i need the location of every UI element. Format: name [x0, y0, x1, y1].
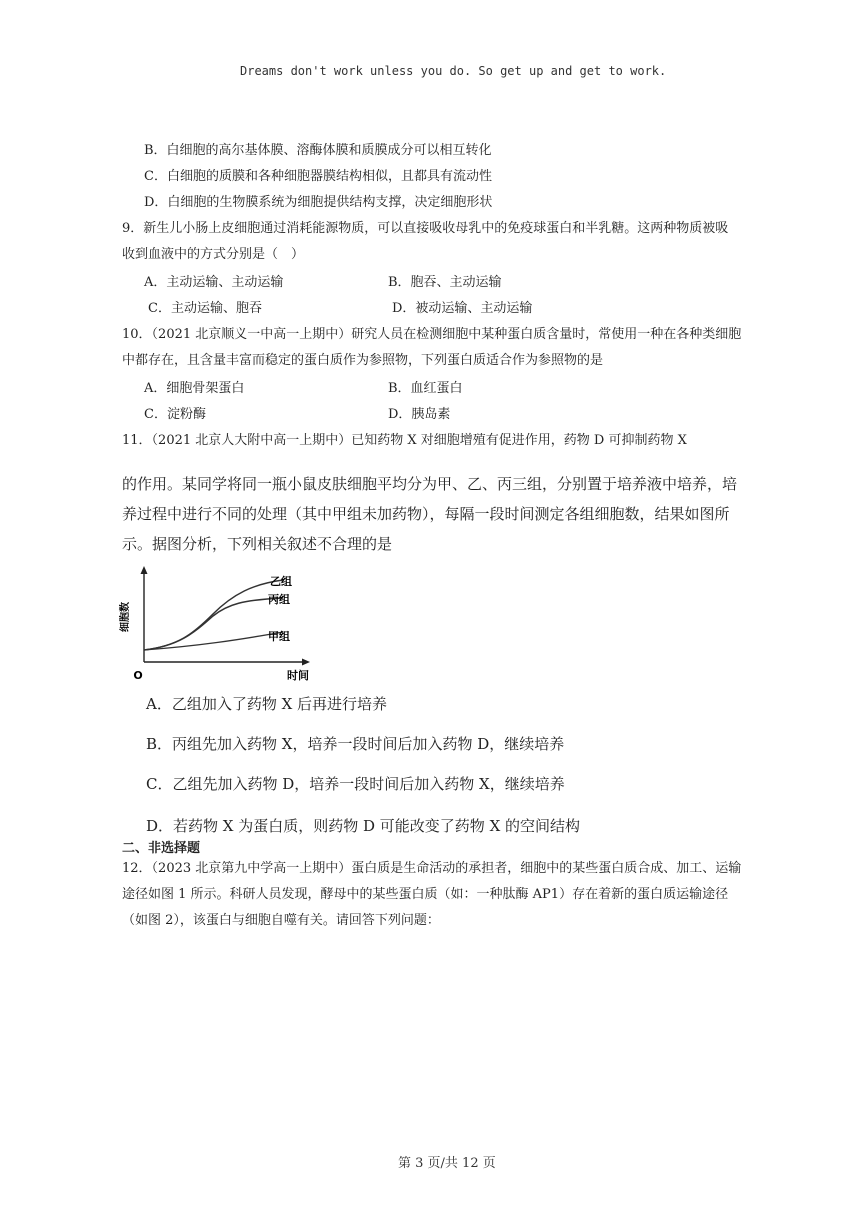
y-axis-label: 细胞数	[120, 602, 131, 632]
q9-option-b: B．胞吞、主动运输	[388, 275, 502, 290]
q12-stem-line3: （如图 2），该蛋白与细胞自噬有关。请回答下列问题：	[122, 913, 440, 928]
section-title-non-choice: 二、非选择题	[122, 841, 201, 856]
q11-option-a: A．乙组加入了药物 X 后再进行培养	[146, 695, 388, 713]
origin-label: O	[133, 669, 143, 682]
curve-jia	[144, 632, 283, 650]
header-motto: Dreams don't work unless you do. So get up and get to work.	[240, 64, 667, 78]
q10-option-a: A．细胞骨架蛋白	[144, 381, 245, 396]
q8-option-b: B．白细胞的高尔基体膜、溶酶体膜和质膜成分可以相互转化	[144, 143, 492, 158]
q11-option-c: C．乙组先加入药物 D，培养一段时间后加入药物 X，继续培养	[146, 775, 565, 793]
q8-option-c: C．白细胞的质膜和各种细胞器膜结构相似，且都具有流动性	[144, 169, 492, 184]
series-label-jia: 甲组	[268, 630, 290, 643]
q9-stem-line2: 收到血液中的方式分别是（ ）	[122, 247, 305, 262]
q9-option-c: C．主动运输、胞吞	[148, 301, 262, 316]
q11-option-d: D．若药物 X 为蛋白质，则药物 D 可能改变了药物 X 的空间结构	[146, 817, 581, 835]
q9-stem-line1: 9．新生儿小肠上皮细胞通过消耗能源物质，可以直接吸收母乳中的免疫球蛋白和半乳糖。这两种物质被吸	[122, 221, 729, 236]
q8-option-d: D．白细胞的生物膜系统为细胞提供结构支撑，决定细胞形状	[144, 195, 493, 210]
series-label-yi: 乙组	[270, 575, 292, 588]
q12-stem-line1: 12．（2023 北京第九中学高一上期中）蛋白质是生命活动的承担者，细胞中的某些蛋白质合成、加工、运输	[122, 861, 742, 876]
x-axis-label: 时间	[287, 669, 309, 682]
q11-stem-line4: 示。据图分析，下列相关叙述不合理的是	[122, 535, 393, 553]
q10-stem-line1: 10．（2021 北京顺义一中高一上期中）研究人员在检测细胞中某种蛋白质含量时，常使用一种在各种类细胞	[122, 327, 742, 342]
q11-stem-line3: 养过程中进行不同的处理（其中甲组未加药物），每隔一段时间测定各组细胞数，结果如图所	[122, 505, 730, 523]
q11-option-b: B．丙组先加入药物 X，培养一段时间后加入药物 D，继续培养	[146, 735, 565, 753]
q9-option-a: A．主动运输、主动运输	[144, 275, 284, 290]
q10-option-d: D．胰岛素	[388, 407, 451, 422]
q10-stem-line2: 中都存在，且含量丰富而稳定的蛋白质作为参照物，下列蛋白质适合作为参照物的是	[122, 353, 604, 368]
page-number: 第 3 页/共 12 页	[398, 1156, 496, 1171]
q10-option-b: B．血红蛋白	[388, 381, 463, 396]
q12-stem-line2: 途径如图 1 所示。科研人员发现，酵母中的某些蛋白质（如：一种肽酶 AP1）存在着新的蛋白质运输途径	[122, 887, 729, 902]
cell-growth-figure	[118, 562, 318, 684]
series-label-bing: 丙组	[268, 593, 290, 606]
q10-option-c: C．淀粉酶	[144, 407, 206, 422]
q11-stem-line2: 的作用。某同学将同一瓶小鼠皮肤细胞平均分为甲、乙、丙三组，分别置于培养液中培养，培	[122, 475, 738, 493]
q9-option-d: D．被动运输、主动运输	[392, 301, 533, 316]
q11-stem-line1: 11．（2021 北京人大附中高一上期中）已知药物 X 对细胞增殖有促进作用，药物 D 可抑制药物 X	[122, 433, 687, 448]
